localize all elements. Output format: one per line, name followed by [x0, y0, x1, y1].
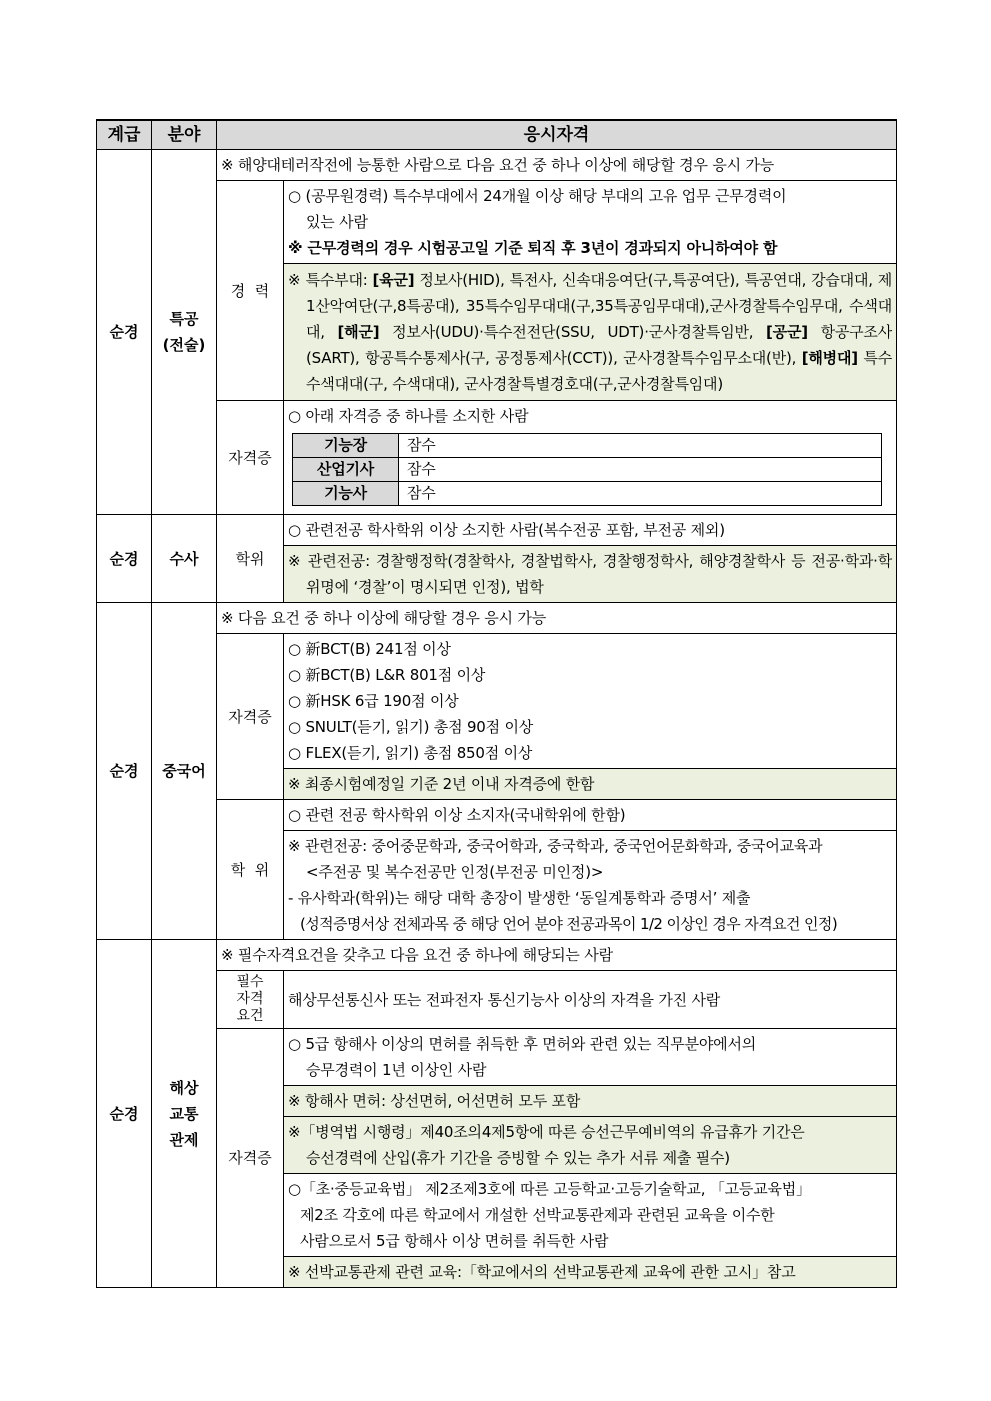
s4-item1: ○ 5급 항해사 이상의 면허를 취득한 후 면허와 관련 있는 직무분야에서의 승무경력이 1년 이상인 사람 [284, 1029, 897, 1086]
s2-grade: 순경 [97, 515, 152, 603]
s3-degree-label: 학 위 [217, 800, 284, 940]
s1-career-label: 경 력 [217, 181, 284, 401]
s4-intro-row [97, 940, 897, 971]
s4-req-text: 해상무선통신사 또는 전파전자 통신기능사 이상의 자격을 가진 사람 [284, 971, 897, 1029]
cert-row: 기능장 잠수 [293, 434, 882, 458]
s3-degree-row [97, 800, 897, 831]
list-item: ○ FLEX(듣기, 읽기) 총점 850점 이상 [288, 744, 533, 762]
s3-cert-row [97, 634, 897, 769]
s1-career-item: ○ (공무원경력) 특수부대에서 24개월 이상 해당 부대의 고유 업무 근무경력이 있는 사람 ※ 근무경력의 경우 시험공고일 기준 퇴직 후 3년이 경과되지 아니하여야 함 [284, 181, 897, 264]
list-item: ○ SNULT(듣기, 읽기) 총점 90점 이상 [288, 718, 534, 736]
s1-field: 특공 (전술) [152, 150, 217, 515]
s1-cert-intro: ○ 아래 자격증 중 하나를 소지한 사람 [288, 407, 529, 425]
s2-item-row [97, 515, 897, 546]
s3-cert-items [284, 634, 897, 769]
s2-sub: 학위 [217, 515, 284, 603]
s1-intro-row [97, 150, 897, 181]
s4-req-row [97, 971, 897, 1029]
s1-cert-label: 자격증 [217, 401, 284, 515]
qualification-table-wrapper [96, 119, 896, 1288]
list-item: ○ 新BCT(B) L&R 801점 이상 [288, 666, 486, 684]
s4-req-label: 필수 자격 요건 [217, 971, 284, 1029]
header-qualification: 응시자격 [217, 120, 897, 150]
header-field: 분야 [152, 120, 217, 150]
cert-row: 기능사 잠수 [293, 482, 882, 506]
s4-grade: 순경 [97, 940, 152, 1288]
s4-cert-label: 자격증 [217, 1029, 284, 1288]
s4-note3: ※ 선박교통관제 관련 교육:「학교에서의 선박교통관제 교육에 관한 고시」참고 [284, 1257, 897, 1288]
s4-field: 해상 교통 관제 [152, 940, 217, 1288]
s4-item1-row [97, 1029, 897, 1086]
s1-career-bold-note: ※ 근무경력의 경우 시험공고일 기준 퇴직 후 3년이 경과되지 아니하여야 함 [288, 239, 778, 257]
s2-item: ○ 관련전공 학사학위 이상 소지한 사람(복수전공 포함, 부전공 제외) [284, 515, 897, 546]
s4-item2: ○「초·중등교육법」 제2조제3호에 따른 고등학교·고등기술학교, 「고등교육법」 제2조 각호에 따른 학교에서 개설한 선박교통관제과 관련된 교육을 이수한 사람으로서 5급 항해사 이상 면허를 취득한 사람 [284, 1174, 897, 1257]
s4-intro: ※ 필수자격요건을 갖추고 다음 요건 중 하나에 해당되는 사람 [217, 940, 897, 971]
s4-note1: ※ 항해사 면허: 상선면허, 어선면허 모두 포함 [284, 1086, 897, 1117]
s4-note2: ※「병역법 시행령」제40조의4제5항에 따른 승선근무예비역의 유급휴가 기간은 승선경력에 산입(휴가 기간을 증빙할 수 있는 추가 서류 제출 필수) [284, 1117, 897, 1174]
s3-degree-item: ○ 관련 전공 학사학위 이상 소지자(국내학위에 한함) [284, 800, 897, 831]
header-row [97, 120, 897, 150]
s2-note: ※ 관련전공: 경찰행정학(경찰학사, 경찰법학사, 경찰행정학사, 해양경찰학사 등 전공·학과·학위명에 ‘경찰’이 명시되면 인정), 법학 [284, 546, 897, 603]
cert-row: 산업기사 잠수 [293, 458, 882, 482]
s3-degree-note: ※ 관련전공: 중어중문학과, 중국어학과, 중국학과, 중국언어문화학과, 중국어교육과 <주전공 및 복수전공만 인정(부전공 미인정)> - 유사학과(학위)는 해당 대학 총장이 발생한 ‘동일계통학과 증명서’ 제출 (성적증명서상 전체과목 중 해당 언어 분야 전공과목이 1/2 이상인 경우 자격요건 인정) [284, 831, 897, 940]
s1-cert-table [292, 433, 882, 506]
s1-cert-cell [284, 401, 897, 515]
s1-cert-row [97, 401, 897, 515]
s1-grade: 순경 [97, 150, 152, 515]
header-grade: 계급 [97, 120, 152, 150]
s1-units-note: ※ 특수부대: [육군] 정보사(HID), 특전사, 신속대응여단(구,특공여단), 특공연대, 강습대대, 제1산악여단(구,8특공대), 35특수임무대대(구,35특공임무대대),군사경찰특수임무대, 수색대대, [해군] 정보사(UDU)·특수전전단(SSU, UDT)·군사경찰특임반, [공군] 항공구조사(SART), 항공특수통제사(구, 공정통제사(CCT)), 군사경찰특수임무소대(반), [해병대] 특수수색대대(구, 수색대대), 군사경찰특별경호대(구,군사경찰특임대) [284, 264, 897, 401]
s1-career-row [97, 181, 897, 264]
s3-intro-row [97, 603, 897, 634]
s1-intro: ※ 해양대테러작전에 능통한 사람으로 다음 요건 중 하나 이상에 해당할 경우 응시 가능 [217, 150, 897, 181]
s2-field: 수사 [152, 515, 217, 603]
qualification-table [96, 119, 897, 1288]
s3-grade: 순경 [97, 603, 152, 940]
s3-cert-note: ※ 최종시험예정일 기준 2년 이내 자격증에 한함 [284, 769, 897, 800]
list-item: ○ 新BCT(B) 241점 이상 [288, 640, 451, 658]
s3-cert-label: 자격증 [217, 634, 284, 800]
s3-intro: ※ 다음 요건 중 하나 이상에 해당할 경우 응시 가능 [217, 603, 897, 634]
list-item: ○ 新HSK 6급 190점 이상 [288, 692, 459, 710]
s3-field: 중국어 [152, 603, 217, 940]
